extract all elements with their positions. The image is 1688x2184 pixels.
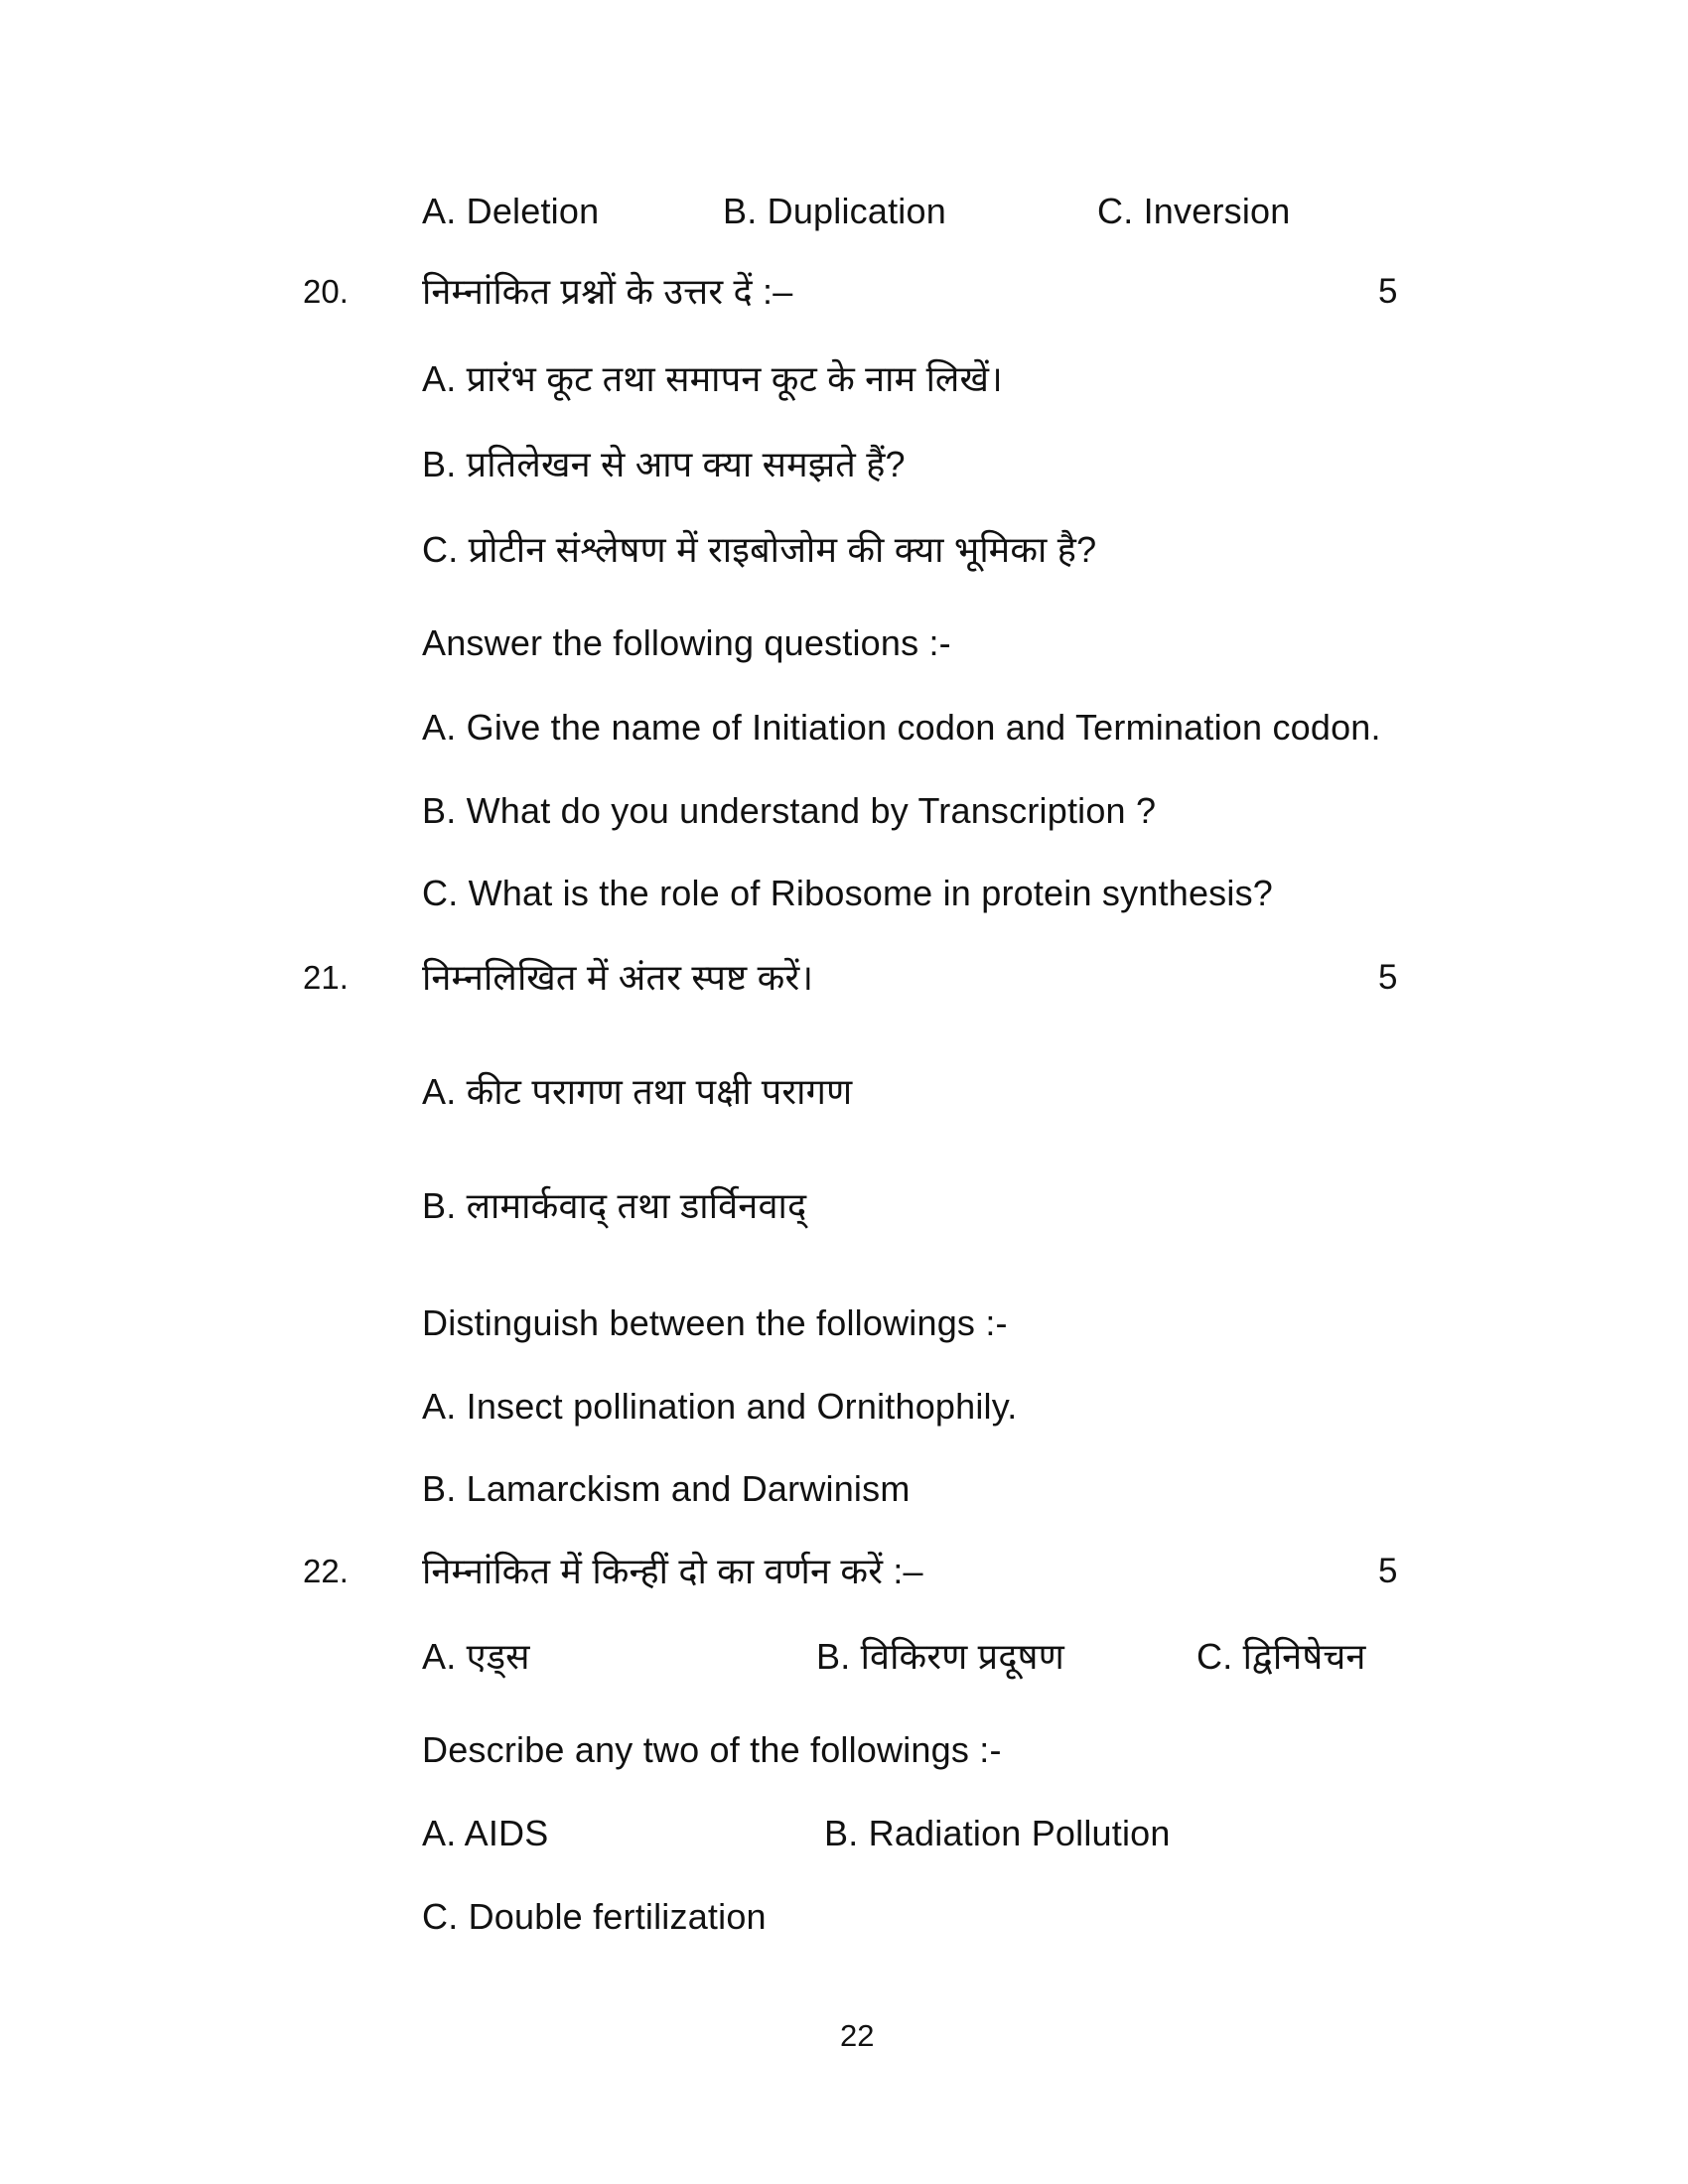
question-21-number: 21. xyxy=(303,959,349,996)
q22-option-english-a: A. AIDS xyxy=(422,1813,549,1853)
q20-item-english-b: B. What do you understand by Transcription ? xyxy=(422,790,1157,831)
q20-item-hindi-b: B. प्रतिलेखन से आप क्या समझते हैं? xyxy=(422,444,906,484)
q22-option-english-c: C. Double fertilization xyxy=(422,1896,767,1937)
question-20-number: 20. xyxy=(303,273,349,310)
q20-item-english-a: A. Give the name of Initiation codon and Termination codon. xyxy=(422,707,1381,748)
q22-option-hindi-b: B. विकिरण प्रदूषण xyxy=(816,1636,1064,1677)
prev-option-a: A. Deletion xyxy=(422,191,600,231)
q22-title-english: Describe any two of the followings :- xyxy=(422,1729,1002,1770)
prev-option-b: B. Duplication xyxy=(723,191,946,231)
q21-item-hindi-a: A. कीट परागण तथा पक्षी परागण xyxy=(422,1071,853,1112)
question-21-title-hindi: निम्नलिखित में अंतर स्पष्ट करें। xyxy=(422,957,814,998)
question-20-marks: 5 xyxy=(1378,272,1398,311)
q20-item-english-c: C. What is the role of Ribosome in protein synthesis? xyxy=(422,873,1273,913)
q22-options-english-row xyxy=(0,1812,1688,1855)
question-22-title-hindi: निम्नांकित में किन्हीं दो का वर्णन करें :– xyxy=(422,1551,923,1591)
q20-item-hindi-a: A. प्रारंभ कूट तथा समापन कूट के नाम लिखें। xyxy=(422,358,1004,399)
q20-title-english: Answer the following questions :- xyxy=(422,622,951,663)
question-22-header xyxy=(0,1550,1688,1593)
question-22-marks: 5 xyxy=(1378,1552,1398,1590)
question-20-header xyxy=(0,270,1688,314)
prev-option-c: C. Inversion xyxy=(1097,191,1291,231)
q22-option-english-b: B. Radiation Pollution xyxy=(824,1813,1171,1853)
q22-option-hindi-a: A. एड्स xyxy=(422,1636,530,1677)
q21-item-english-a: A. Insect pollination and Ornithophily. xyxy=(422,1386,1018,1427)
page-number: 22 xyxy=(840,2018,875,2053)
q21-item-english-b: B. Lamarckism and Darwinism xyxy=(422,1468,911,1509)
question-21-marks: 5 xyxy=(1378,958,1398,997)
q21-item-hindi-b: B. लामार्कवाद् तथा डार्विनवाद् xyxy=(422,1185,807,1226)
q22-options-hindi-row xyxy=(0,1635,1688,1679)
question-22-number: 22. xyxy=(303,1553,349,1589)
prev-question-options-row xyxy=(0,190,1688,233)
q22-option-hindi-c: C. द्विनिषेचन xyxy=(1196,1636,1366,1677)
q21-title-english: Distinguish between the followings :- xyxy=(422,1302,1008,1343)
question-20-title-hindi: निम्नांकित प्रश्नों के उत्तर दें :– xyxy=(422,271,793,312)
q20-item-hindi-c: C. प्रोटीन संश्लेषण में राइबोजोम की क्या भूमिका है? xyxy=(422,529,1097,570)
question-21-header xyxy=(0,956,1688,1000)
